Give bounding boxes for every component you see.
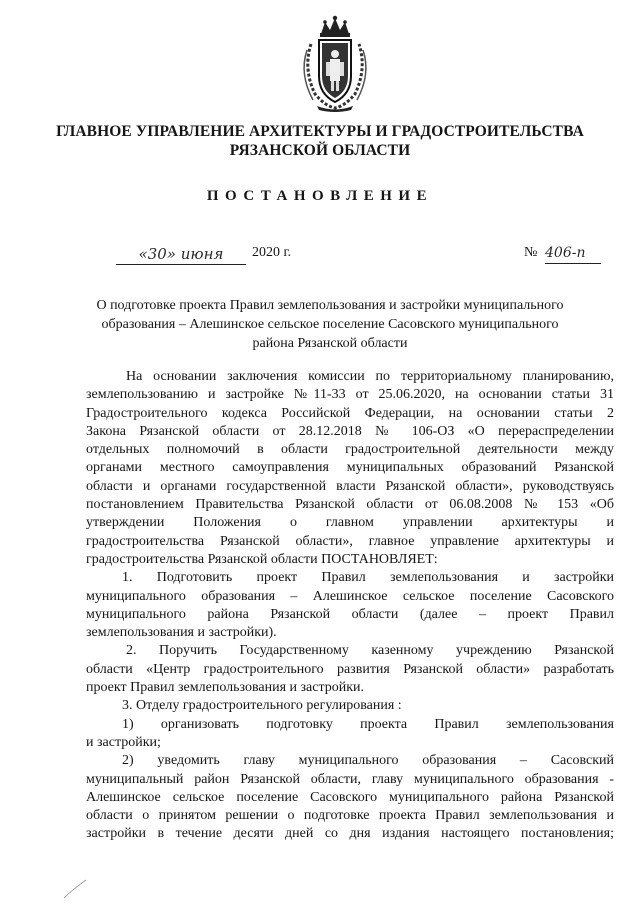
body-line: землепользованию и застройке №11-33 от 25.06.2020, на основании статьи 31 <box>86 387 614 403</box>
body-line: постановлением Правительства Рязанской области от 06.08.2008 № 153 «Об <box>86 497 614 513</box>
body-line: муниципального района Рязанской области (далее – проект Правил <box>86 606 614 622</box>
document-number-label: № <box>524 245 538 260</box>
body-line: Алешинское сельское поселение Сасовского муниципального района Рязанской <box>86 789 614 805</box>
scan-artifact-mark <box>62 878 88 900</box>
organization-name-line-1: ГЛАВНОЕ УПРАВЛЕНИЕ АРХИТЕКТУРЫ И ГРАДОСТРОИТЕЛЬСТВА <box>56 123 584 140</box>
body-line: области «Центр градостроительного развития Рязанской области» разработать <box>86 661 614 677</box>
document-subject <box>80 296 580 353</box>
body-line: 2) уведомить главу муниципального образования – Сасовский <box>122 753 614 769</box>
body-line: Градостроительного кодекса Российской Федерации, на основании статьи 2 <box>86 405 614 421</box>
body-line: и застройки; <box>86 734 161 750</box>
body-line: Закона Рязанской области от 28.12.2018 № 106-ОЗ «О перераспределении <box>86 423 614 439</box>
document-type-title: ПОСТАНОВЛЕНИЕ <box>206 188 434 204</box>
body-line: муниципальный район Рязанской области, главу муниципального образования - <box>86 771 614 787</box>
organization-name-line-2: РЯЗАНСКОЙ ОБЛАСТИ <box>229 142 411 159</box>
document-date-year: 2020 г. <box>252 245 292 260</box>
coat-of-arms-emblem <box>297 14 373 114</box>
body-line: 1. Подготовить проект Правил землепользования и застройки <box>122 570 614 586</box>
body-line: проект Правил землепользования и застройки. <box>86 680 365 696</box>
body-line: органами местного самоуправления муниципальных образований Рязанской <box>86 460 614 476</box>
body-line: 1) организовать подготовку проекта Правил землепользования <box>122 716 614 732</box>
body-line: области о принятом решении о подготовке проекта Правил землепользования и <box>86 808 614 824</box>
body-line: области и органами государственной власти Рязанской области», руководствуясь <box>86 478 614 494</box>
body-line: 2. Поручить Государственному казенному учреждению Рязанской <box>126 643 614 659</box>
document-body <box>86 368 614 844</box>
subject-line: района Рязанской области <box>252 336 408 351</box>
body-line: землепользования и застройки). <box>86 625 277 641</box>
body-line: градостроительства Рязанской области ПОСТАНОВЛЯЕТ: <box>86 551 438 567</box>
subject-line: О подготовке проекта Правил землепользования и застройки муниципального <box>96 298 564 313</box>
body-line: 3. Отделу градостроительного регулирования : <box>122 698 402 714</box>
body-line: На основании заключения комиссии по территориальному планированию, <box>126 369 614 384</box>
body-line: застройки в течение десяти дней со дня издания настоящего постановления; <box>86 826 614 842</box>
body-line: муниципального образования – Алешинское сельское поселение Сасовского <box>86 588 614 604</box>
body-line: утверждении Положения о главном управлении архитектуры и <box>86 515 614 531</box>
document-date-handwritten: «30» июня <box>116 244 246 265</box>
body-line: отдельных полномочий в области градостроительной деятельности между <box>86 442 614 458</box>
body-line: градостроительства Рязанской области», главное управление архитектуры и <box>86 533 614 549</box>
subject-line: образования – Алешинское сельское поселение Сасовского муниципального <box>101 317 559 332</box>
document-number-handwritten: 406-п <box>545 243 601 264</box>
